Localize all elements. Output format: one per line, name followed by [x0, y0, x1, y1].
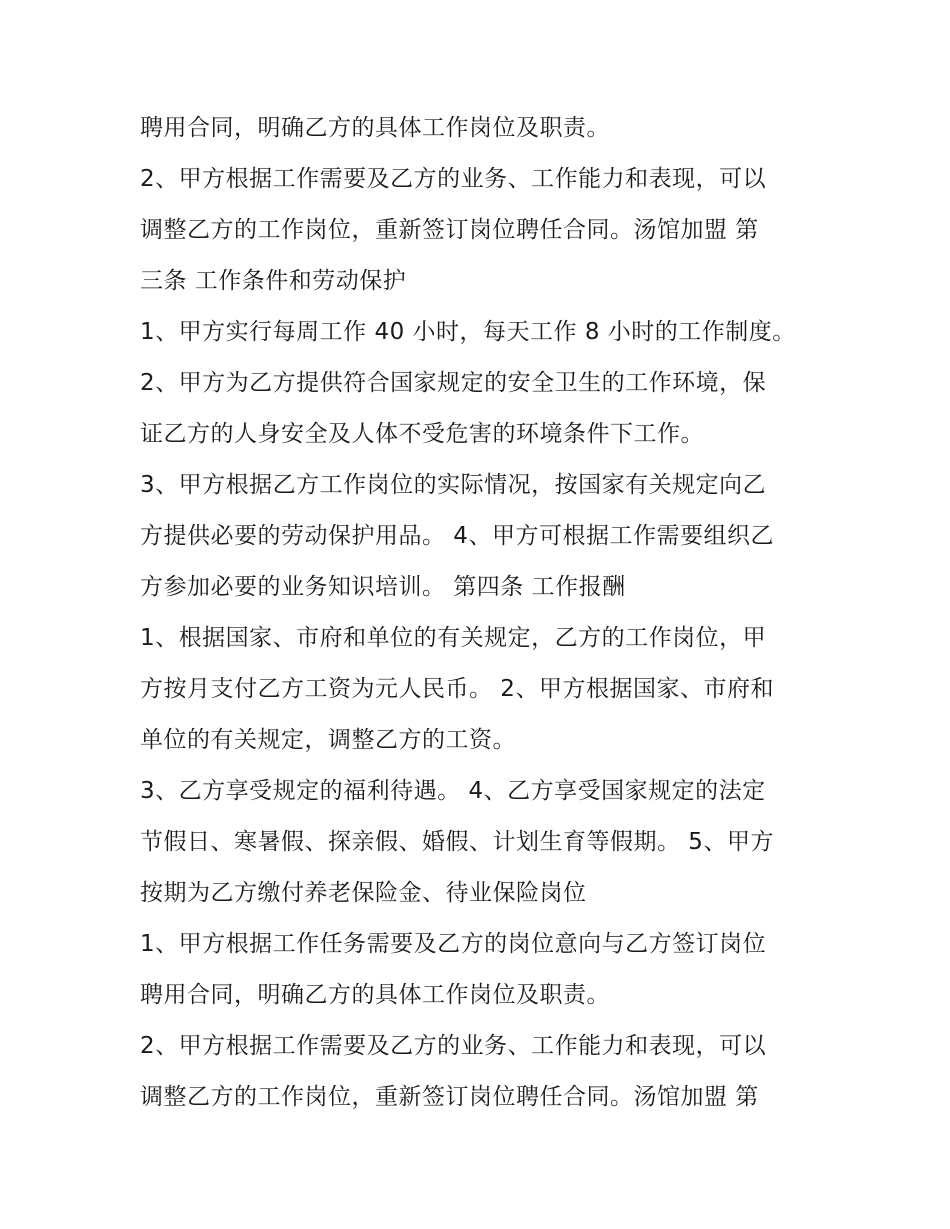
text-line: 2、甲方根据工作需要及乙方的业务、工作能力和表现，可以: [140, 166, 767, 192]
text-line: 1、甲方实行每周工作 40 小时，每天工作 8 小时的工作制度。: [140, 319, 796, 345]
text-line: 聘用合同，明确乙方的具体工作岗位及职责。: [140, 982, 610, 1008]
document-body: [140, 103, 820, 1123]
text-line: 3、甲方根据乙方工作岗位的实际情况，按国家有关规定向乙: [140, 472, 767, 498]
text-line: 方参加必要的业务知识培训。 第四条 工作报酬: [140, 574, 626, 600]
text-line: 2、甲方根据工作需要及乙方的业务、工作能力和表现，可以: [140, 1033, 767, 1059]
text-line: 按期为乙方缴付养老保险金、待业保险岗位: [140, 880, 587, 906]
text-line: 2、甲方为乙方提供符合国家规定的安全卫生的工作环境，保: [140, 370, 767, 396]
text-line: 方按月支付乙方工资为元人民币。 2、甲方根据国家、市府和: [140, 676, 774, 702]
text-line: 证乙方的人身安全及人体不受危害的环境条件下工作。: [140, 421, 704, 447]
text-line: 调整乙方的工作岗位，重新签订岗位聘任合同。汤馆加盟 第: [140, 217, 759, 243]
text-line: 1、根据国家、市府和单位的有关规定，乙方的工作岗位，甲: [140, 625, 767, 651]
text-line: 1、甲方根据工作任务需要及乙方的岗位意向与乙方签订岗位: [140, 931, 767, 957]
text-line: 3、乙方享受规定的福利待遇。 4、乙方享受国家规定的法定: [140, 778, 766, 804]
text-line: 单位的有关规定，调整乙方的工资。: [140, 727, 516, 753]
text-line: 方提供必要的劳动保护用品。 4、甲方可根据工作需要组织乙: [140, 523, 774, 549]
text-line: 三条 工作条件和劳动保护: [140, 268, 407, 294]
text-line: 聘用合同，明确乙方的具体工作岗位及职责。: [140, 115, 610, 141]
text-line: 节假日、寒暑假、探亲假、婚假、计划生育等假期。 5、甲方: [140, 829, 774, 855]
text-line: 调整乙方的工作岗位，重新签订岗位聘任合同。汤馆加盟 第: [140, 1084, 759, 1110]
